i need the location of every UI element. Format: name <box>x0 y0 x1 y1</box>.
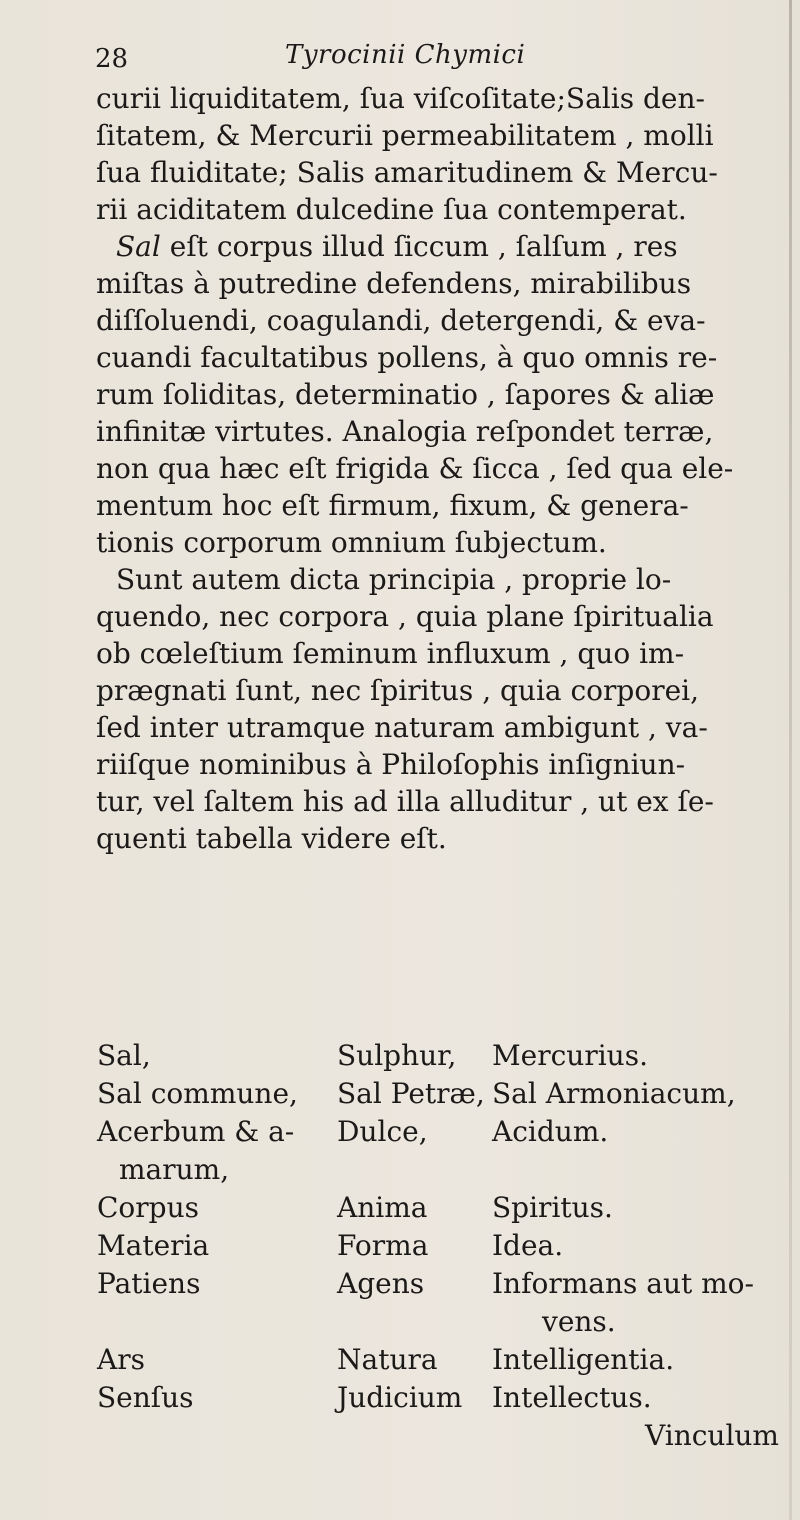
table-cell: Patiens <box>97 1267 201 1300</box>
text-line: quendo, nec corpora , quia plane ſpiritualia <box>96 600 714 633</box>
table-cell: Senſus <box>97 1381 194 1414</box>
table-cell: Sal commune, <box>97 1077 298 1110</box>
text-line: cuandi facultatibus pollens, à quo omnis re- <box>96 341 718 374</box>
table-cell: Informans aut mo- <box>492 1267 754 1300</box>
text-line: ob cœleſtium ſeminum influxum , quo im- <box>96 637 685 670</box>
table-row <box>97 1075 787 1113</box>
text-line: ſed inter utramque naturam ambigunt , va- <box>96 711 708 744</box>
table-cell: Mercurius. <box>492 1039 648 1072</box>
text-line: infinitæ virtutes. Analogia reſpondet terræ, <box>96 415 714 448</box>
sal-heading-word: Sal <box>116 230 161 263</box>
text-line: riiſque nominibus à Philoſophis inſigniun- <box>96 748 686 781</box>
table-cell: Idea. <box>492 1229 564 1262</box>
table-cell: Agens <box>337 1267 425 1300</box>
body-text <box>96 80 776 857</box>
text-line: curii liquiditatem, ſua viſcoſitate;Salis den- <box>96 82 705 115</box>
text-line: tionis corporum omnium ſubjectum. <box>96 526 607 559</box>
page-number: 28 <box>95 44 129 74</box>
table-cell: Judicium <box>337 1381 463 1414</box>
table-row <box>97 1303 787 1341</box>
table-cell: Sulphur, <box>337 1039 457 1072</box>
text-line: tur, vel ſaltem his ad illa alluditur , ut ex ſe- <box>96 785 714 818</box>
text-line: ſua fluiditate; Salis amaritudinem & Mercu- <box>96 156 718 189</box>
table-cell: marum, <box>119 1153 230 1186</box>
running-head: Tyrocinii Chymici <box>285 40 526 70</box>
table-row <box>97 1379 787 1417</box>
table-row <box>97 1113 787 1151</box>
table-cell: Natura <box>337 1343 438 1376</box>
table-cell: vens. <box>542 1305 616 1338</box>
table-cell: Acidum. <box>492 1115 609 1148</box>
table-row <box>97 1227 787 1265</box>
text-line: rum ſoliditas, determinatio , ſapores & aliæ <box>96 378 715 411</box>
text-line: non qua hæc eſt frigida & ſicca , ſed qua ele- <box>96 452 734 485</box>
table-cell: Forma <box>337 1229 429 1262</box>
table-cell: Intelligentia. <box>492 1343 675 1376</box>
table-cell: Sal Petræ, <box>337 1077 485 1110</box>
text-line: diſſoluendi, coagulandi, detergendi, & eva- <box>96 304 706 337</box>
text-line: rii aciditatem dulcedine ſua contemperat. <box>96 193 687 226</box>
catchword-row <box>97 1417 787 1455</box>
table-cell: Materia <box>97 1229 210 1262</box>
table-row <box>97 1189 787 1227</box>
table-row <box>97 1265 787 1303</box>
text-line: prægnati ſunt, nec ſpiritus , quia corporei, <box>96 674 700 707</box>
table-cell: Corpus <box>97 1191 199 1224</box>
table-row <box>97 1151 787 1189</box>
table-row <box>97 1341 787 1379</box>
table-cell: Sal Armoniacum, <box>492 1077 736 1110</box>
table-row <box>97 1037 787 1075</box>
table-cell: Spiritus. <box>492 1191 613 1224</box>
text-line: mentum hoc eſt firmum, fixum, & genera- <box>96 489 689 522</box>
principles-table <box>97 1037 787 1455</box>
table-cell: Anima <box>337 1191 428 1224</box>
text-line: Sal eſt corpus illud ſiccum , ſalſum , res <box>116 230 678 263</box>
table-cell: Sal, <box>97 1039 151 1072</box>
text-line: Sunt autem dicta principia , proprie lo- <box>116 563 672 596</box>
catchword: Vinculum <box>645 1419 779 1452</box>
page-edge-shadow <box>789 0 792 1520</box>
table-cell: Ars <box>97 1343 145 1376</box>
text-line: miſtas à putredine defendens, mirabilibus <box>96 267 692 300</box>
page-header <box>95 40 775 80</box>
table-cell: Dulce, <box>337 1115 428 1148</box>
text-line: quenti tabella videre eſt. <box>96 822 447 855</box>
text-line: ſitatem, & Mercurii permeabilitatem , molli <box>96 119 714 152</box>
table-cell: Intellectus. <box>492 1381 652 1414</box>
table-cell: Acerbum & a- <box>97 1115 295 1148</box>
